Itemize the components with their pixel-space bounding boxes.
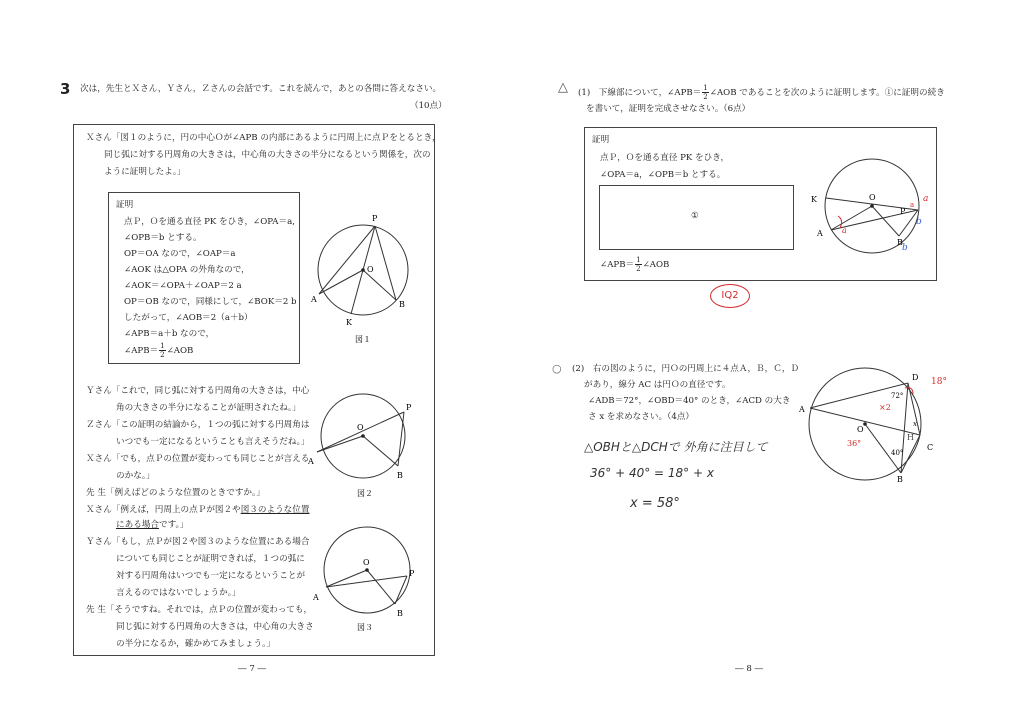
proof-line: OP＝OB なので，同様にして，∠BOK＝2 b [124,297,297,307]
red-36: 36° [847,439,862,448]
svg-text:A: A [799,405,805,414]
svg-text:H: H [907,433,914,442]
svg-text:P: P [409,569,415,578]
svg-text:72°: 72° [891,392,904,400]
red-x2: ×2 [879,403,891,412]
svg-text:P: P [406,403,412,412]
figure-1 [305,205,430,355]
figure-1-caption: 図１ [355,335,371,344]
figure-3 [305,518,430,636]
grading-stamp: IQ2 [710,284,750,308]
x-line-1: Ｘさん「図１のように，円の中心Ｏが∠APB の内部にあるように円周上に点Ｐをとるとき， [86,133,441,143]
question-intro: 次は，先生とＸさん，Ｙさん，Ｚさんの会話です。これを読んで，あとの各問に答えなさい。 [80,84,442,94]
handwritten-note: △OBHと△DCHで 外角に注目して [584,440,768,454]
svg-text:O: O [357,423,364,432]
x-line-7: にある場合です。」 [116,520,189,530]
proof-conclusion [124,342,193,359]
q2-line-2: があり，線分 AC は円Ｏの直径です。 [584,380,731,390]
q1-line-2: を書いて，証明を完成させなさい。（6点） [586,104,751,114]
svg-text:K: K [346,318,352,327]
x-line-5: のかな。」 [116,471,155,481]
q1-conclusion: ∠APB＝ $\frac{1}{2}$ ∠AOB [600,256,670,273]
annotation-a: a [923,194,929,204]
svg-text:K: K [811,195,817,204]
proof-line: ∠AOK＝∠OPA＋∠OAP＝2 a [124,281,242,291]
svg-text:O: O [857,425,864,434]
y-line-6: 言えるのではないでしょうか。」 [116,588,241,598]
svg-text:B: B [897,238,903,247]
svg-text:A: A [313,593,319,602]
svg-text:A: A [308,457,314,466]
svg-text:B: B [399,300,405,309]
proof-line: したがって，∠AOB＝2（a＋b） [124,313,253,323]
annotation-b: b [902,243,908,253]
blank-label: ① [691,211,699,221]
teacher-line-3: 同じ弧に対する円周角の大きさは，中心角の大きさ [116,622,314,632]
annotation-b: b [916,217,922,227]
svg-text:O: O [363,558,370,567]
circle-mark: ○ [552,362,562,375]
figure-2 [305,386,430,504]
proof-line: ∠AOK は△OPA の外角なので， [124,265,250,275]
figure-2-caption: 図２ [357,489,373,498]
question-number: 3 [60,80,71,98]
teacher-line-2: 先 生「そうですね。それでは，点Ｐの位置が変わっても， [86,605,313,615]
x-line-2: 同じ弧に対する円周角の大きさは，中心角の大きさの半分になるという関係を，次の [104,150,431,160]
svg-text:A: A [311,295,317,304]
figure-3-caption: 図３ [357,623,373,632]
teacher-line-1: 先 生「例えばどのような位置のときですか。」 [86,488,265,498]
y-line-1: Ｙさん「これで，同じ弧に対する円周角の大きさは，中心 [86,386,310,396]
q1-proof-line: ∠OPA＝a，∠OPB＝b とする。 [600,170,726,180]
proof-title: 証明 [116,200,134,210]
handwritten-answer: x = 58° [630,496,680,511]
z-line-2: いつでも一定になるということも言えそうだね。」 [116,437,310,447]
x-line-4: Ｘさん「でも，点Ｐの位置が変わっても同じことが言える [86,454,310,464]
handwritten-equation: 36° + 40° = 18° + x [590,466,714,480]
q2-line-1: (2) 右の図のように，円Ｏの円周上に４点Ａ，Ｂ，Ｃ，Ｄ [572,364,800,374]
svg-text:B: B [397,471,403,480]
y-line-5: 対する円周角はいつでも一定になるということが [116,571,306,581]
q1-figure [806,150,936,260]
svg-text:B: B [397,609,403,618]
annotation-a: a [910,201,915,209]
q2-line-4: さ x を求めなさい。（4点） [588,412,695,422]
q1-line-1: (1) 下線部について，∠APB＝ $\frac{1}{2}$ ∠AOB であることを次のように証明します。①に証明の続き [578,84,945,101]
proof-line: ∠APB＝a＋b なので， [124,329,215,339]
svg-text:A: A [817,229,823,238]
proof-line: OP＝OA なので，∠OAP＝a [124,249,236,259]
conclusion-post: ∠AOB [166,346,194,356]
conclusion-pre: ∠APB＝ [124,346,159,356]
q1-proof-title: 証明 [592,135,610,145]
y-line-2: 角の大きさの半分になることが証明されたね。」 [116,403,301,413]
x-line-3: ように証明したよ。」 [104,167,186,177]
svg-text:D: D [912,373,919,382]
svg-text:x: x [913,420,917,428]
svg-text:40°: 40° [891,449,904,457]
proof-line: ∠OPB＝b とする。 [124,233,202,243]
page-number-left: ― 7 ― [238,664,267,674]
z-line-1: Ｚさん「この証明の結論から，１つの弧に対する円周角は [86,420,310,430]
q1-proof-line: 点Ｐ，Ｏを通る直径 PK をひき， [600,153,730,163]
svg-text:O: O [869,193,876,202]
x-line-6: Ｘさん「例えば，円周上の点Ｐが図２や図３のような位置 [86,505,310,515]
svg-text:P: P [372,214,378,223]
annotation-a: a [842,226,847,235]
page-number-right: ― 8 ― [735,664,764,674]
fraction-half: $\frac{1}{2}$ [160,342,165,359]
red-18: 18° [931,377,947,387]
proof-line: 点Ｐ，Ｏを通る直径 PK をひき，∠OPA＝a, [124,217,295,227]
svg-text:B: B [897,475,903,484]
y-line-3: Ｙさん「もし，点Ｐが図２や図３のような位置にある場合 [86,537,310,547]
svg-text:C: C [927,443,934,452]
fraction-half: $\frac{1}{2}$ [703,84,708,101]
triangle-mark: △ [558,80,568,95]
question-points: （10点） [410,101,447,111]
q2-line-3: ∠ADB＝72°，∠OBD＝40° のとき，∠ACD の大き [588,396,791,406]
svg-text:P: P [900,207,906,216]
y-line-4: についても同じことが証明できれば，１つの弧に [116,554,305,564]
q2-figure [795,358,945,488]
fraction-half: $\frac{1}{2}$ [636,256,641,273]
svg-text:O: O [367,265,374,274]
teacher-line-4: の半分になるか，確かめてみましょう。」 [116,639,275,649]
